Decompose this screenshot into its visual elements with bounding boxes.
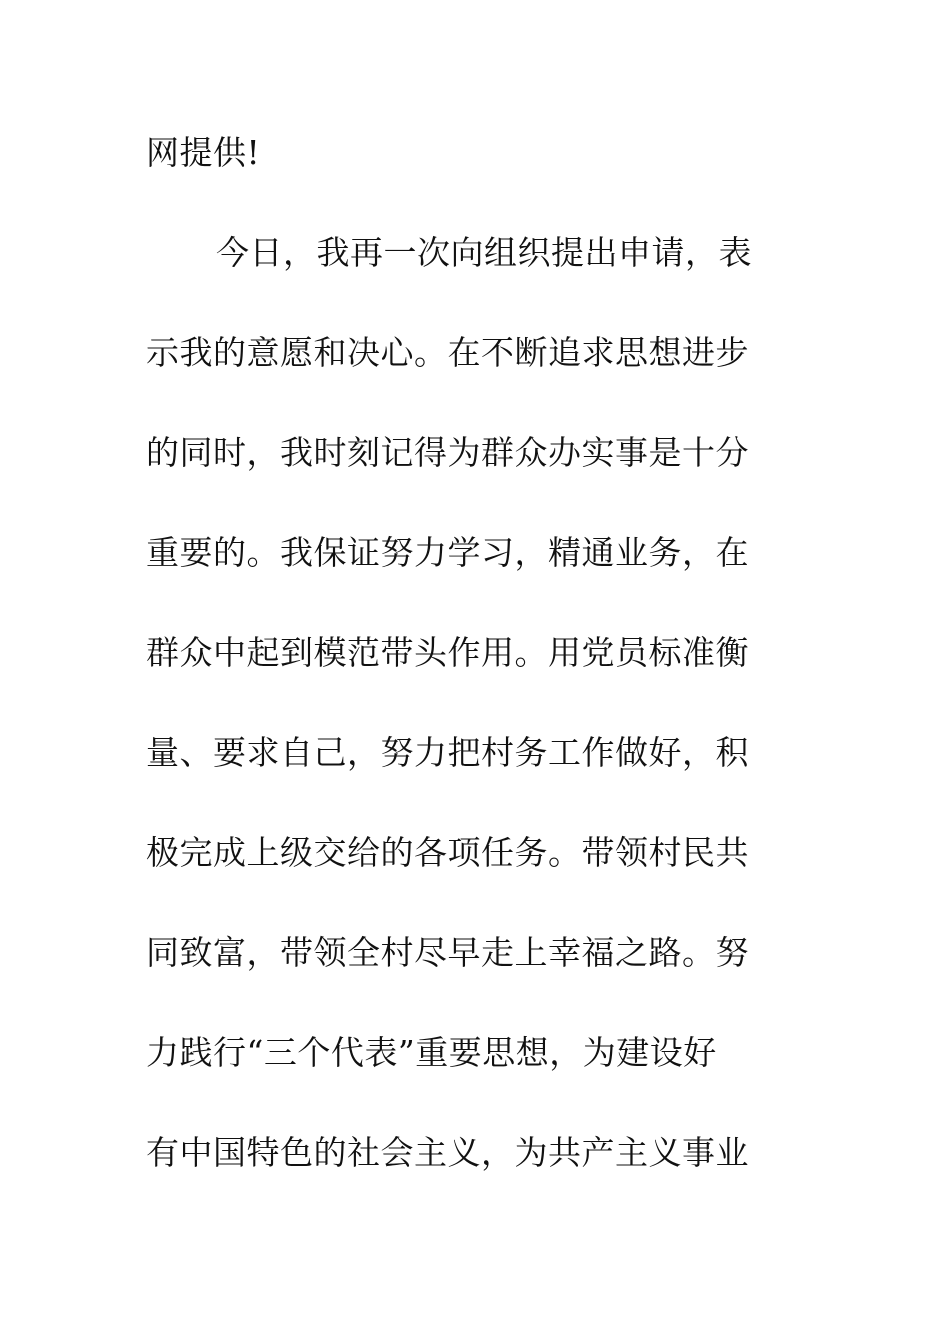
text-line-1: 网提供!	[146, 133, 261, 172]
text-line-6: 群众中起到模范带头作用。用党员标准衡	[146, 633, 749, 672]
text-line-11: 有中国特色的社会主义，为共产主义事业	[146, 1133, 749, 1172]
text-line-7: 量、要求自己，努力把村务工作做好，积	[146, 733, 749, 772]
text-line-2-paragraph-start: 今日，我再一次向组织提出申请，表	[216, 233, 752, 272]
text-line-10: 力践行“三个代表”重要思想，为建设好	[146, 1033, 717, 1072]
text-line-8: 极完成上级交给的各项任务。带领村民共	[146, 833, 749, 872]
body-text	[146, 127, 786, 1227]
text-line-3: 示我的意愿和决心。在不断追求思想进步	[146, 333, 749, 372]
text-line-9: 同致富，带领全村尽早走上幸福之路。努	[146, 933, 749, 972]
text-line-4: 的同时，我时刻记得为群众办实事是十分	[146, 433, 749, 472]
text-line-5: 重要的。我保证努力学习，精通业务，在	[146, 533, 749, 572]
